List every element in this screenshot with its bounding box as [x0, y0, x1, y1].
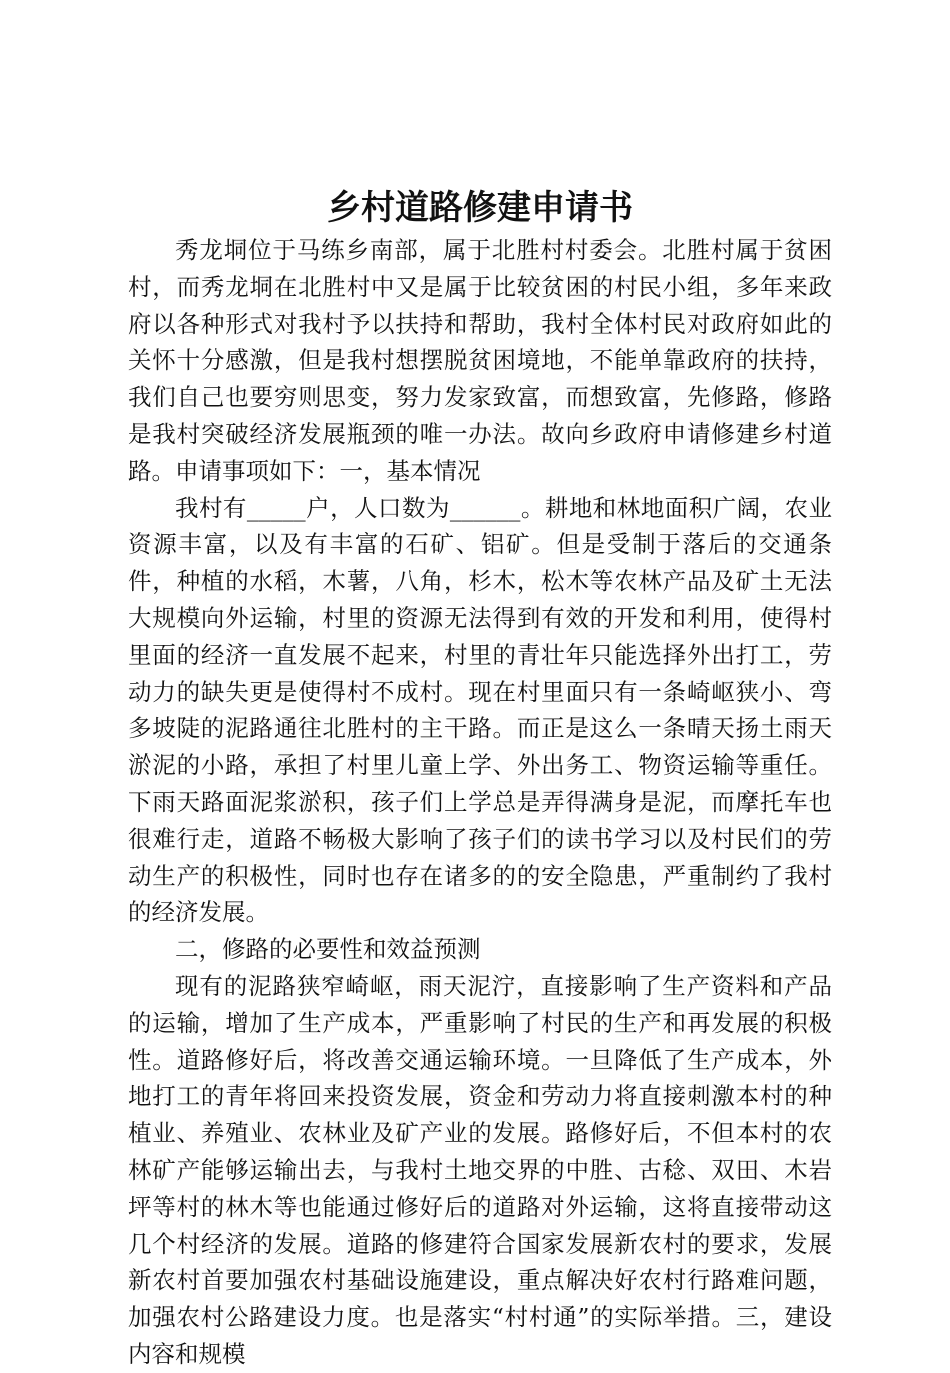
- document-body: [128, 232, 832, 1373]
- document-title: 乡村道路修建申请书: [327, 188, 633, 228]
- paragraph-benefits: 现有的泥路狭窄崎岖，雨天泥泞，直接影响了生产资料和产品的运输，增加了生产成本，严重影响了村民的生产和再发展的积极性。道路修好后，将改善交通运输环境。一旦降低了生产成本，外地打工的青年将回来投资发展，资金和劳动力将直接刺激本村的种植业、养殖业、农林业及矿产业的发展。路修好后，不但本村的农林矿产能够运输出去，与我村土地交界的中胜、古稔、双田、木岩坪等村的林木等也能通过修好后的道路对外运输，这将直接带动这几个村经济的发展。道路的修建符合国家发展新农村的要求，发展新农村首要加强农村基础设施建设，重点解决好农村行路难问题，加强农村公路建设力度。也是落实“村村通”的实际举措。三，建设内容和规模: [128, 971, 832, 1368]
- paragraph-background: 秀龙垌位于马练乡南部，属于北胜村村委会。北胜村属于贫困村，而秀龙垌在北胜村中又是属于比较贫困的村民小组，多年来政府以各种形式对我村予以扶持和帮助，我村全体村民对政府如此的关怀十分感激，但是我村想摆脱贫困境地，不能单靠政府的扶持，我们自己也要穷则思变，努力发家致富，而想致富，先修路，修路是我村突破经济发展瓶颈的唯一办法。故向乡政府申请修建乡村道路。申请事项如下：一，基本情况: [128, 236, 832, 485]
- paragraph-basic-situation: 我村有_____户，人口数为______。耕地和林地面积广阔，农业资源丰富，以及有丰富的石矿、铝矿。但是受制于落后的交通条件，种植的水稻，木薯，八角，杉木，松木等农林产品及矿土无法大规模向外运输，村里的资源无法得到有效的开发和利用，使得村里面的经济一直发展不起来，村里的青壮年只能选择外出打工，劳动力的缺失更是使得村不成村。现在村里面只有一条崎岖狭小、弯多坡陡的泥路通往北胜村的主干路。而正是这么一条晴天扬土雨天淤泥的小路，承担了村里儿童上学、外出务工、物资运输等重任。下雨天路面泥浆淤积，孩子们上学总是弄得满身是泥，而摩托车也很难行走，道路不畅极大影响了孩子们的读书学习以及村民们的劳动生产的积极性，同时也存在诸多的的安全隐患，严重制约了我村的经济发展。: [128, 493, 832, 927]
- section-heading-necessity: 二，修路的必要性和效益预测: [175, 935, 481, 964]
- document-page: [128, 0, 832, 1368]
